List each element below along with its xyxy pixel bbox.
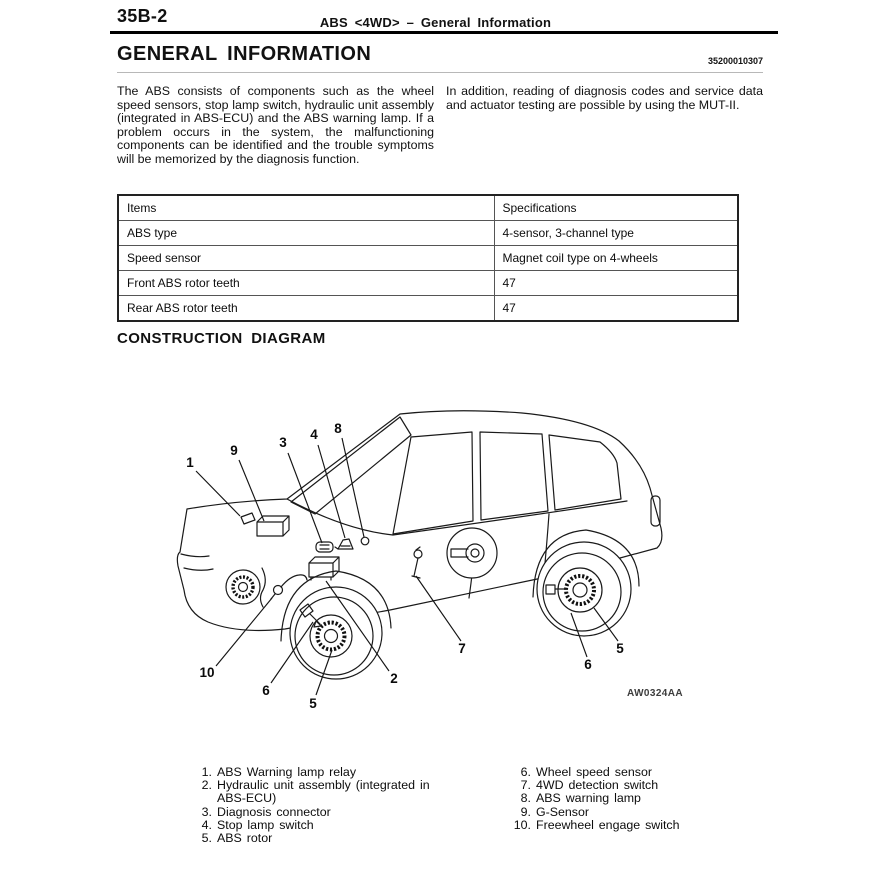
g-sensor-box [257, 516, 289, 536]
intro-columns [117, 85, 763, 166]
spec-cell: 47 [494, 271, 738, 296]
intro-paragraph-right: In addition, reading of diagnosis codes and service data and actuator testing are possible by using the MUT-II. [446, 84, 763, 112]
specifications-table [117, 194, 739, 322]
page-number: 35B-2 [117, 6, 168, 26]
intro-paragraph-left: The ABS consists of components such as the wheel speed sensors, stop lamp switch, hydraulic unit assembly (integrated in ABS-ECU) and the ABS warning lamp. If a problem occurs in the system, the malfunctioning components can be identified and the trouble symptoms will be memorized by the diagnosis function. [117, 84, 434, 166]
construction-diagram [150, 400, 710, 720]
legend-item [505, 806, 745, 819]
diagram-legend [190, 766, 745, 845]
rear-sensor-inset [447, 528, 497, 578]
callout-leader-line [342, 438, 364, 537]
legend-item-number: 8. [520, 791, 531, 806]
legend-item-text: Wheel speed sensor [536, 765, 652, 779]
section-rule [117, 72, 763, 73]
spec-row [118, 221, 738, 246]
legend-item-text: ABS Warning lamp relay [217, 765, 357, 779]
spec-row [118, 296, 738, 322]
legend-item-number: 3. [201, 804, 212, 819]
callout-number: 5 [309, 696, 317, 711]
fwd-detection-switch-head [414, 550, 422, 558]
figure-code: AW0324AA [627, 688, 683, 699]
fwd-detection-switch [412, 547, 420, 578]
callout-number: 1 [186, 455, 194, 470]
abs-warning-lamp-relay [241, 513, 255, 524]
legend-item-number: 10. [513, 817, 531, 832]
callout-number: 10 [199, 665, 215, 680]
spec-cell: Speed sensor [118, 246, 494, 271]
spec-cell: ABS type [118, 221, 494, 246]
side-window-rear [549, 435, 621, 510]
spec-cell: 47 [494, 296, 738, 322]
legend-column-right [505, 766, 745, 845]
side-window-front [393, 432, 473, 534]
callout-number: 6 [584, 657, 592, 672]
beltline [287, 499, 627, 535]
stop-lamp-switch [335, 539, 353, 549]
section-title: GENERAL INFORMATION [117, 43, 372, 65]
legend-item-text: 4WD detection switch [536, 778, 659, 793]
callout-number: 6 [262, 683, 270, 698]
legend-item-number: 1. [201, 765, 212, 779]
legend-item-text: ABS warning lamp [536, 791, 641, 806]
spec-header-row [118, 195, 738, 221]
diagnosis-connector [316, 542, 333, 552]
callout-leader-line [288, 453, 322, 543]
legend-item [190, 832, 436, 845]
legend-item-number: 9. [520, 804, 531, 819]
abs-warning-lamp [361, 537, 369, 545]
grille-line [184, 568, 213, 570]
spec-cell: 4-sensor, 3-channel type [494, 221, 738, 246]
callout-leader-line [416, 576, 461, 641]
spec-header-cell: Specifications [494, 195, 738, 221]
far-fender-edge [261, 568, 266, 607]
legend-item-text: G-Sensor [536, 804, 590, 819]
spec-cell: Magnet coil type on 4-wheels [494, 246, 738, 271]
legend-item [190, 806, 436, 819]
callout-number: 3 [279, 435, 287, 450]
legend-item-number: 4. [201, 817, 212, 832]
legend-item-text: Diagnosis connector [217, 804, 331, 819]
callout-leader-line [239, 460, 264, 521]
callout-number: 5 [616, 641, 624, 656]
side-window-middle [480, 432, 548, 520]
header-title: ABS <4WD> – General Information [319, 15, 552, 30]
spec-cell: Rear ABS rotor teeth [118, 296, 494, 322]
callout-number: 8 [334, 421, 342, 436]
legend-item [505, 819, 745, 832]
legend-item-text: Hydraulic unit assembly (integrated in ABS-ECU) [217, 778, 430, 806]
header-rule [110, 31, 778, 34]
spec-header-cell: Items [118, 195, 494, 221]
legend-item-text: ABS rotor [217, 831, 273, 846]
legend-item-text: Stop lamp switch [217, 817, 314, 832]
legend-column-left [190, 766, 436, 845]
legend-item-number: 6. [520, 765, 531, 779]
callout-number: 9 [230, 443, 238, 458]
callout-number: 4 [310, 427, 318, 442]
section-code: 35200010307 [707, 56, 763, 66]
diagnosis-connector-pins [320, 545, 329, 549]
callout-number: 2 [390, 671, 398, 686]
callout-leader-line [196, 471, 240, 516]
headlight-line [181, 554, 209, 557]
hydraulic-unit-assembly [309, 557, 339, 580]
spec-row [118, 246, 738, 271]
legend-item [190, 779, 436, 805]
legend-item-number: 7. [520, 778, 531, 793]
callout-number: 7 [458, 641, 466, 656]
legend-item-number: 2. [201, 778, 212, 793]
legend-item-number: 5. [201, 831, 212, 846]
spec-cell: Front ABS rotor teeth [118, 271, 494, 296]
far-front-hub [226, 570, 260, 604]
legend-item-text: Freewheel engage switch [536, 817, 680, 832]
callout-leader-line [216, 598, 272, 666]
construction-diagram-title: CONSTRUCTION DIAGRAM [117, 330, 326, 347]
spec-row [118, 271, 738, 296]
legend-item [505, 792, 745, 805]
windshield [291, 417, 411, 514]
vehicle-diagram-svg [150, 400, 710, 720]
